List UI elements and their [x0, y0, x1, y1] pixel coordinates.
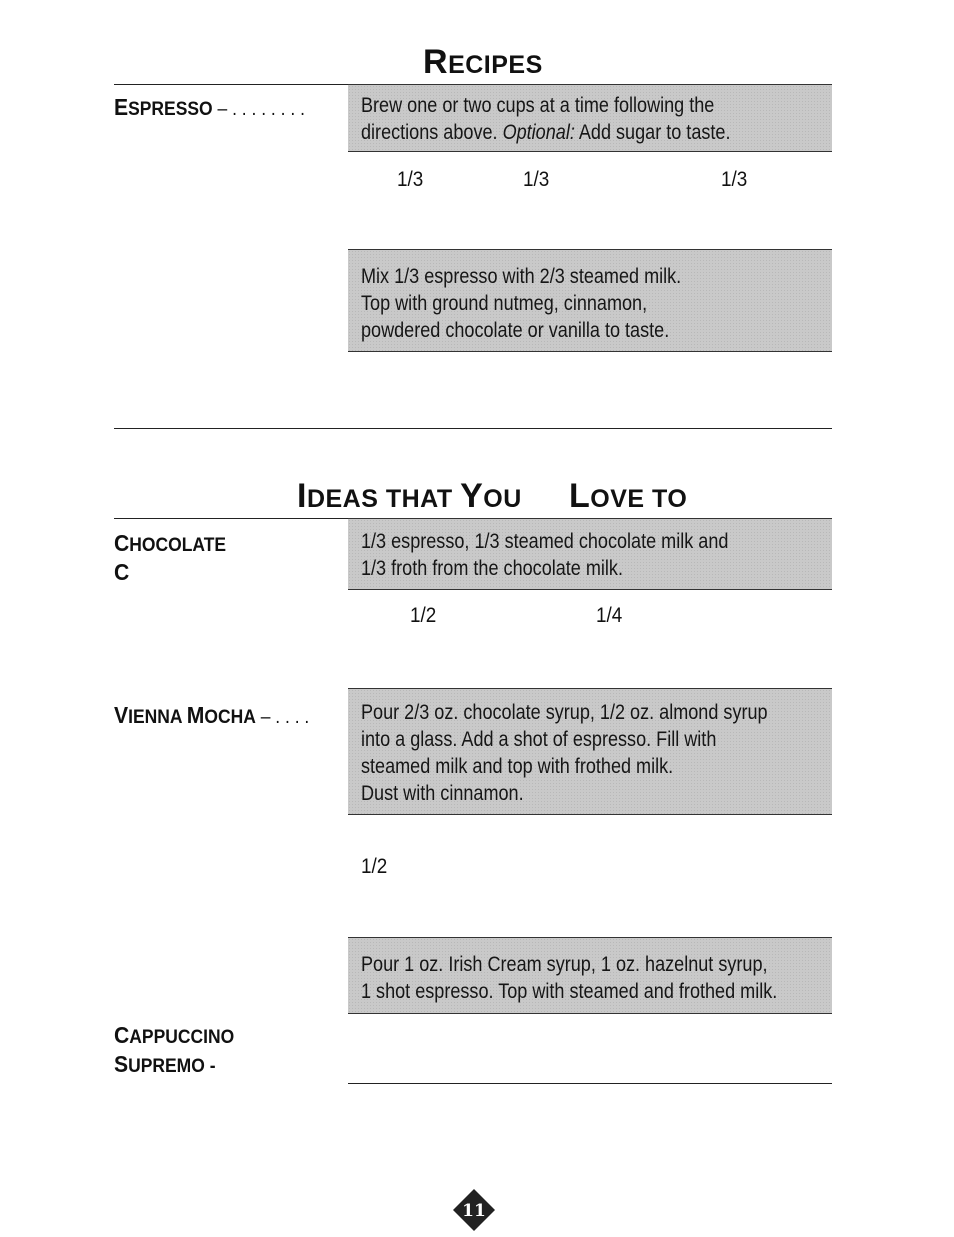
chocolate-label: CHOCOLATE C — [114, 530, 227, 585]
ideas-heading-right: LOVE TO — [569, 477, 688, 515]
diamond-icon — [452, 1188, 496, 1232]
vienna-mocha-text: Pour 2/3 oz. chocolate syrup, 1/2 oz. almond syrup into a glass. Add a shot of espresso. Fill with steamed milk and top with frothed milk. Dust with cinnamon. — [361, 701, 768, 805]
chocolate-fraction-2: 1/4 — [596, 604, 623, 627]
ideas-heading-left: IDEAS THAT YOU — [297, 477, 522, 515]
chocolate-fraction-1: 1/2 — [410, 604, 437, 627]
cappuccino-supremo-label: CAPPUCCINO SUPREMO - — [114, 1022, 235, 1077]
latte-text: Mix 1/3 espresso with 2/3 steamed milk. Top with ground nutmeg, cinnamon, powdered chocolate or vanilla to taste. — [361, 265, 682, 342]
vienna-mocha-label: VIENNA MOCHA – . . . . — [114, 702, 310, 728]
vienna-mocha-fraction: 1/2 — [361, 855, 388, 878]
irish-text: Pour 1 oz. Irish Cream syrup, 1 oz. hazelnut syrup, 1 shot espresso. Top with steamed and frothed milk. — [361, 953, 778, 1003]
section-divider-rule — [114, 428, 832, 429]
chocolate-text: 1/3 espresso, 1/3 steamed chocolate milk and 1/3 froth from the chocolate milk. — [361, 530, 729, 580]
espresso-fraction-1: 1/3 — [397, 168, 424, 191]
page-number: 11 — [462, 1201, 486, 1221]
espresso-fraction-2: 1/3 — [523, 168, 550, 191]
espresso-text: Brew one or two cups at a time following the directions above. Optional: Add sugar to taste. — [361, 94, 731, 144]
page-number-badge — [452, 1188, 496, 1232]
cappuccino-supremo-rule — [348, 1083, 832, 1084]
espresso-fraction-3: 1/3 — [721, 168, 748, 191]
espresso-label: ESPRESSO – . . . . . . . . — [114, 94, 305, 120]
recipes-heading: RECIPES — [423, 43, 543, 81]
